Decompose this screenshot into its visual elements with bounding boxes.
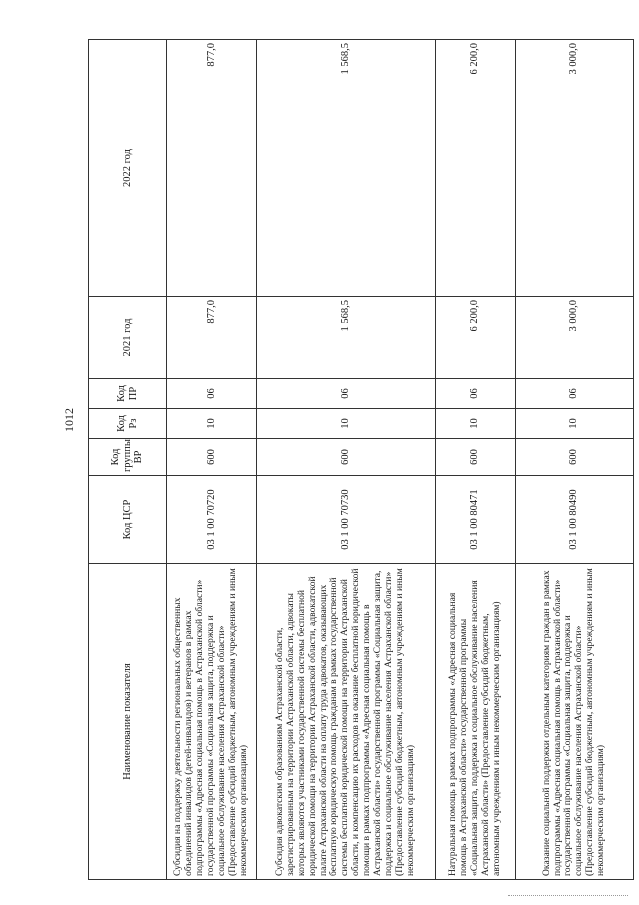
cell-name: Оказание социальной поддержки отдельным категориям граждан в рамках подпрограммы «Адресная социальная помощь в Астраханской области» государственной программы «Социальная защита, поддержка и социальное обслуживание населения Астраханской области» (Предоставление субсидий бюджетным, автономным учреждениям и иным некоммерческим организациям) (515, 564, 633, 880)
header-csr: Код ЦСР (89, 476, 167, 564)
cell-2022: 6 200,0 (435, 40, 515, 297)
cell-csr: 03 1 00 80471 (435, 476, 515, 564)
header-2021: 2021 год (89, 297, 167, 379)
cell-2021: 6 200,0 (435, 297, 515, 379)
rotated-table-container (88, 40, 634, 880)
header-vr: Код группы ВР (89, 439, 167, 476)
cell-2022: 3 000,0 (515, 40, 633, 297)
header-pr: Код ПР (89, 379, 167, 409)
header-rz: Код Рз (89, 409, 167, 439)
cell-rz: 10 (435, 409, 515, 439)
budget-table (88, 39, 634, 880)
table-row (435, 40, 515, 880)
cell-rz: 10 (515, 409, 633, 439)
cell-2022: 877,0 (167, 40, 257, 297)
cell-2021: 1 568,5 (257, 297, 435, 379)
table-row (515, 40, 633, 880)
cell-name: Натуральная помощь в рамках подпрограммы «Адресная социальная помощь в Астраханской области» государственной программы «Социальная защита, поддержка и социальное обслуживание населения Астраханской области» (Предоставление субсидий бюджетным, автономным учреждениям и иным некоммерческим организациям) (435, 564, 515, 880)
cell-pr: 06 (167, 379, 257, 409)
cell-vr: 600 (257, 439, 435, 476)
table-row (167, 40, 257, 880)
cell-name: Субсидия на поддержку деятельности региональных общественных объединений инвалидов (детей-инвалидов) и ветеранов в рамках подпрограммы «Адресная социальная помощь в Астраханской области» государственной программы «Социальная защита, поддержка и социальное обслуживание населения Астраханской области» (Предоставление субсидий бюджетным, автономным учреждениям и иным некоммерческим организациям) (167, 564, 257, 880)
cell-vr: 600 (515, 439, 633, 476)
table-row (257, 40, 435, 880)
cell-rz: 10 (257, 409, 435, 439)
cell-rz: 10 (167, 409, 257, 439)
cell-vr: 600 (167, 439, 257, 476)
cell-pr: 06 (257, 379, 435, 409)
scan-footer-line (508, 893, 628, 896)
header-name: Наименование показателя (89, 564, 167, 880)
cell-pr: 06 (515, 379, 633, 409)
table-header-row (89, 40, 167, 880)
cell-csr: 03 1 00 70720 (167, 476, 257, 564)
cell-name: Субсидия адвокатским образованиям Астраханской области, зарегистрированным на территории Астраханской области, адвокаты которых являются участниками государственной системы бесплатной юридической помощи на территории Астраханской области, адвокатской палате Астраханской области на оплату труда адвокатов, оказывающих бесплатную юридическую помощь гражданам в рамках государственной системы бесплатной юридической помощи на территории Астраханской области, и компенсацию их расходов на оказание бесплатной юридической помощи в рамках подпрограммы «Адресная социальная помощь в Астраханской области» государственной программы «Социальная защита, поддержка и социальное обслуживание населения Астраханской области» (Предоставление субсидий бюджетным, автономным учреждениям и иным некоммерческим организациям) (257, 564, 435, 880)
page-number: 1012 (62, 408, 76, 432)
cell-pr: 06 (435, 379, 515, 409)
cell-vr: 600 (435, 439, 515, 476)
header-2022: 2022 год (89, 40, 167, 297)
cell-2021: 877,0 (167, 297, 257, 379)
cell-2022: 1 568,5 (257, 40, 435, 297)
cell-2021: 3 000,0 (515, 297, 633, 379)
cell-csr: 03 1 00 80490 (515, 476, 633, 564)
cell-csr: 03 1 00 70730 (257, 476, 435, 564)
